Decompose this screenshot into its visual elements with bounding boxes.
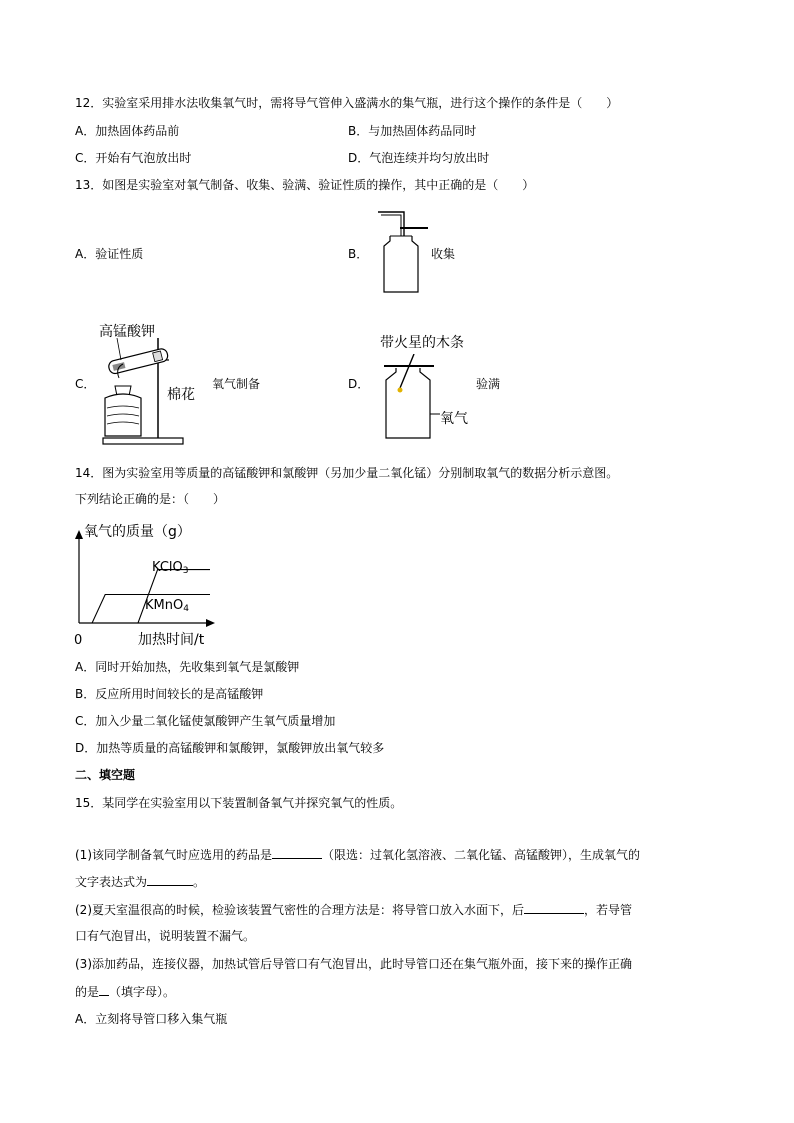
q15-part1-text-d: 。: [193, 875, 206, 889]
q15-part1-text-c: 文字表达式为: [75, 875, 148, 889]
figure-d-label-splint: 带火星的木条: [380, 335, 464, 351]
q13-option-d-letter: D．: [348, 377, 370, 391]
series-kmno4-label: KMnO4: [145, 598, 189, 614]
q15-part2-blank[interactable]: [524, 901, 584, 914]
chart-y-axis-arrow: [75, 530, 83, 539]
collection-bottle-figure: [370, 208, 430, 298]
q15-part2-text-b: ，若导管: [584, 903, 633, 917]
q14-option-c: C．加入少量二氧化锰使氯酸钾产生氧气质量增加: [75, 714, 336, 728]
q14-option-b: B．反应所用时间较长的是高锰酸钾: [75, 687, 264, 701]
q15-part2-line2: 口有气泡冒出，说明装置不漏气。: [75, 929, 256, 943]
q14-option-d: D．加热等质量的高锰酸钾和氯酸钾，氯酸钾放出氧气较多: [75, 741, 385, 755]
series-kclo3-line: [79, 570, 210, 623]
q15-part2-text-a: (2)夏天室温很高的时候，检验该装置气密性的合理方法是：将导管口放入水面下，后: [75, 903, 525, 917]
q15-part3-line2: [75, 983, 175, 1000]
q13-stem: 13．如图是实验室对氧气制备、收集、验满、验证性质的操作，其中正确的是（ ）: [75, 178, 535, 192]
splint-test-figure: [378, 354, 440, 440]
q13-option-d-text: 验满: [476, 377, 501, 391]
q15-part1-text-a: (1)该同学制备氧气时应选用的药品是: [75, 848, 272, 862]
heating-apparatus-figure: [95, 338, 190, 450]
q13-option-c-text: 氧气制备: [212, 377, 261, 391]
q15-part1-blank-equation[interactable]: [147, 873, 193, 886]
chart-origin-label: 0: [74, 633, 83, 648]
chart-x-axis-arrow: [206, 619, 215, 627]
q15-part3-text-c: （填字母）。: [109, 985, 176, 999]
q14-option-a: A．同时开始加热，先收集到氧气是氯酸钾: [75, 660, 300, 674]
q15-part3-text-b: 的是: [75, 985, 100, 999]
q12-option-a: A．加热固体药品前: [75, 124, 180, 138]
q12-stem: 12．实验室采用排水法收集氧气时，需将导气管伸入盛满水的集气瓶，进行这个操作的条件是（ ）: [75, 96, 619, 110]
q12-option-c: C．开始有气泡放出时: [75, 151, 192, 165]
chart-y-label: 氧气的质量（g）: [84, 524, 191, 540]
q13-option-b-letter: B．: [348, 247, 369, 261]
q12-option-b: B．与加热固体药品同时: [348, 124, 477, 138]
section-heading: 二、填空题: [75, 768, 136, 782]
q13-option-b-text: 收集: [431, 247, 456, 261]
figure-d-label-oxygen: 氧气: [440, 411, 468, 427]
q13-option-c-letter: C．: [75, 377, 96, 391]
q15-part3-line1: (3)添加药品，连接仪器，加热试管后导管口有气泡冒出，此时导管口还在集气瓶外面，接下来的操作正确: [75, 957, 633, 971]
q15-part3-option-a: A．立刻将导管口移入集气瓶: [75, 1012, 228, 1026]
q13-option-a: A．验证性质: [75, 247, 144, 261]
q15-part1-blank-reagent[interactable]: [272, 846, 322, 859]
q15-stem: 15．某同学在实验室用以下装置制备氧气并探究氧气的性质。: [75, 796, 403, 810]
q14-stem-line2: 下列结论正确的是：（ ）: [75, 492, 226, 506]
series-kclo3-label: KClO3: [152, 560, 189, 576]
q12-option-d: D．气泡连续并均匀放出时: [348, 151, 490, 165]
q15-part3-blank[interactable]: [99, 983, 109, 996]
q15-part1-text-b: （限选：过氧化氢溶液、二氧化锰、高锰酸钾），生成氧气的: [322, 848, 641, 862]
figure-c-label-cotton: 棉花: [167, 387, 195, 403]
q15-part1-line1: [75, 846, 640, 863]
oxygen-mass-chart: [70, 520, 230, 652]
q15-part2-line1: [75, 901, 632, 918]
chart-x-label: 加热时间/t: [138, 632, 205, 648]
q14-stem-line1: 14．图为实验室用等质量的高锰酸钾和氯酸钾（另加少量二氧化锰）分别制取氧气的数据分析示意图。: [75, 466, 619, 480]
q15-part1-line2: [75, 873, 205, 890]
figure-c-label-kmno4: 高锰酸钾: [99, 324, 155, 340]
